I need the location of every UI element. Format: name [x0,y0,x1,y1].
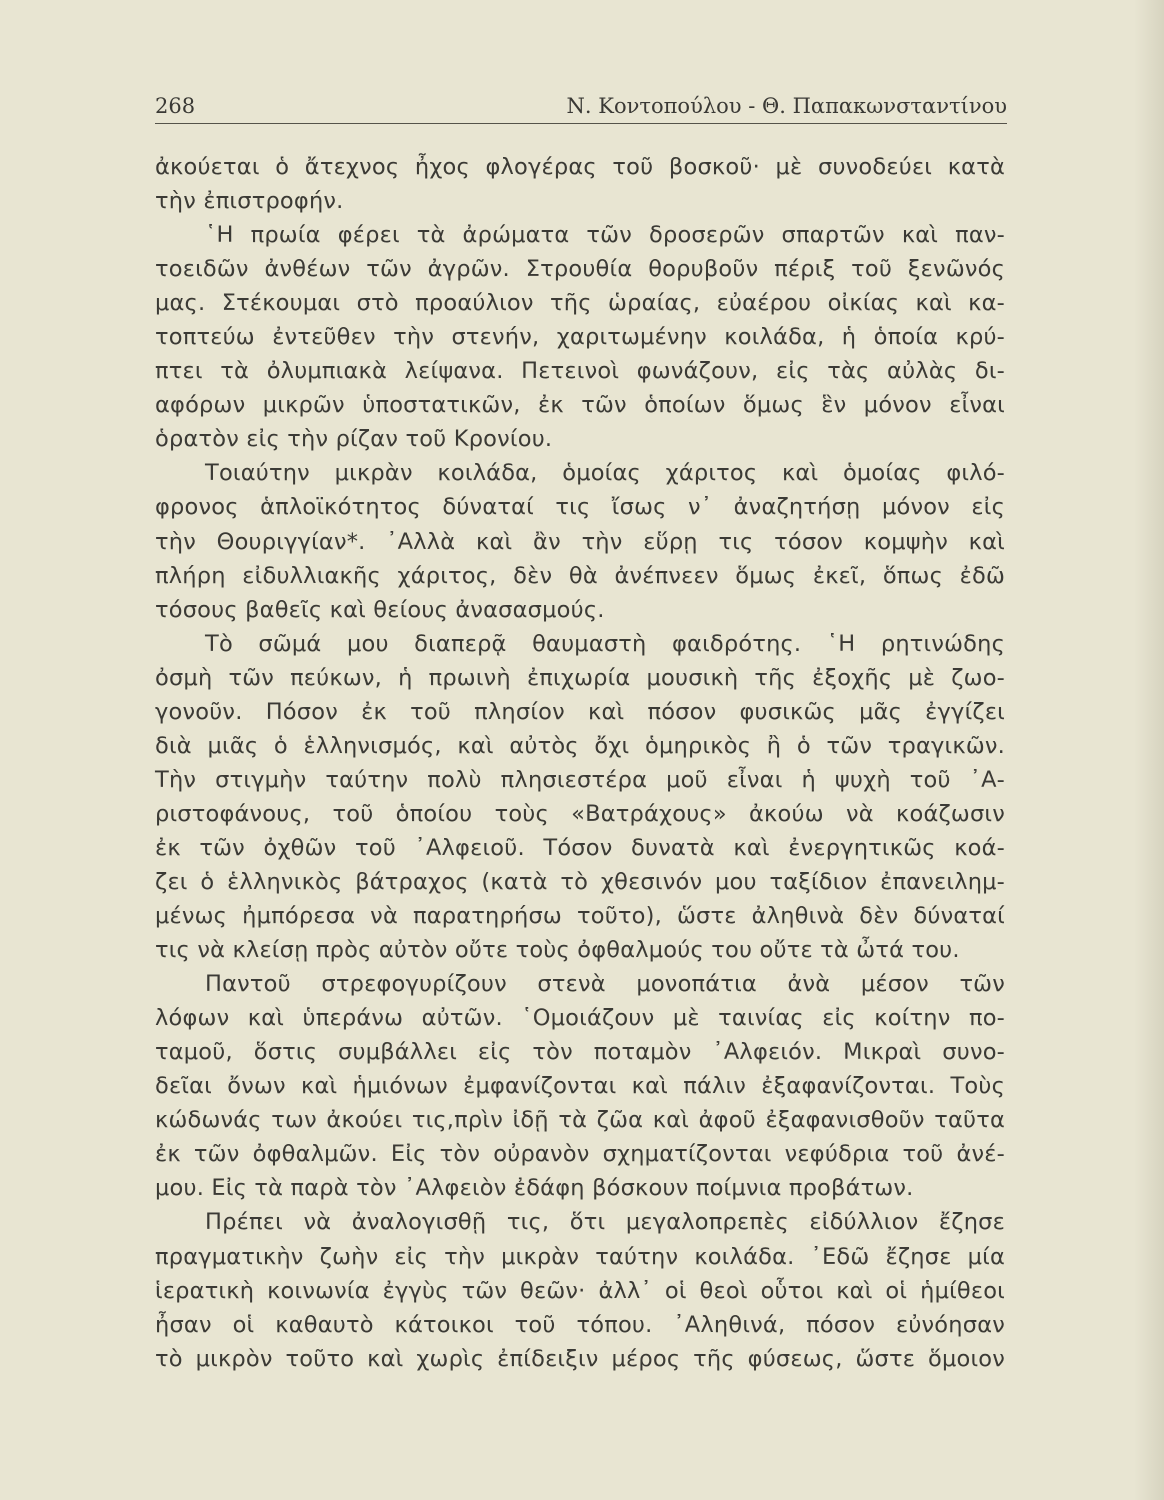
text-line: τὴν ἐπιστροφήν. [155,188,344,215]
text-line: ἐκ τῶν ὀχθῶν τοῦ ᾽Αλφειοῦ. Τόσον δυνατὰ καὶ ἐνεργητικῶς κοά- [155,834,1005,861]
text-line: ἀκούεται ὁ ἄτεχνος ἦχος φλογέρας τοῦ βοσκοῦ· μὲ συνοδεύει κατὰ [155,154,1005,180]
text-line: τὴν Θουριγγίαν*. ᾽Αλλὰ καὶ ἂν τὴν εὕρῃ τις τόσον κομψὴν καὶ [155,528,1005,555]
text-line: ῾Η πρωία φέρει τὰ ἀρώματα τῶν δροσερῶν σπαρτῶν καὶ παν- [205,222,1005,249]
page-number: 268 [155,94,196,118]
body-text [155,150,1005,1376]
paragraph [155,150,1005,218]
text-line: φρονος ἁπλοϊκότητος δύναταί τις ἴσως ν᾽ ἀναζητήσῃ μόνον εἰς [155,494,1005,521]
text-line: Τὴν στιγμὴν ταύτην πολὺ πλησιεστέρα μοῦ εἶναι ἡ ψυχὴ τοῦ ᾽Α- [155,766,1005,793]
text-line: ἱερατικὴ κοινωνία ἐγγὺς τῶν θεῶν· ἀλλ᾽ οἱ θεοὶ οὗτοι καὶ οἱ ἡμίθεοι [155,1277,1005,1304]
text-line: ἐκ τῶν ὀφθαλμῶν. Εἰς τὸν οὐρανὸν σχηματίζονται νεφύδρια τοῦ ἀνέ- [155,1141,1005,1168]
text-line: τις νὰ κλείσῃ πρὸς αὐτὸν οὔτε τοὺς ὀφθαλμούς του οὔτε τὰ ὦτά του. [155,937,960,964]
text-line: γονοῦν. Πόσον ἐκ τοῦ πλησίον καὶ πόσον φυσικῶς μᾶς ἐγγίζει [155,698,1005,725]
text-line: δεῖαι ὄνων καὶ ἡμιόνων ἐμφανίζονται καὶ πάλιν ἐξαφανίζονται. Τοὺς [155,1073,1005,1100]
paragraph [155,627,1005,967]
text-line: πτει τὰ ὀλυμπιακὰ λείψανα. Πετεινοὶ φωνάζουν, εἰς τὰς αὐλὰς δι- [155,358,1005,385]
paragraph [155,218,1005,456]
paragraph [155,1205,1005,1375]
text-line: κώδωνάς των ἀκούει τις,πρὶν ἰδῇ τὰ ζῶα καὶ ἀφοῦ ἐξαφανισθοῦν ταῦτα [155,1107,1005,1134]
running-head-authors: Ν. Κοντοπούλου - Θ. Παπακωνσταντίνου [566,94,1007,118]
page-edge-shadow [1134,0,1164,1500]
text-line: Παντοῦ στρεφογυρίζουν στενὰ μονοπάτια ἀνὰ μέσον τῶν [205,971,1005,998]
text-line: Πρέπει νὰ ἀναλογισθῇ τις, ὅτι μεγαλοπρεπὲς εἰδύλλιον ἔζησε [205,1209,1005,1236]
text-line: ἦσαν οἱ καθαυτὸ κάτοικοι τοῦ τόπου. ᾽Αληθινά, πόσον εὐνόησαν [155,1311,1005,1338]
text-line: μένως ἠμπόρεσα νὰ παρατηρήσω τοῦτο), ὥστε ἀληθινὰ δὲν δύναταί [155,903,1005,930]
text-line: πλήρη εἰδυλλιακῆς χάριτος, δὲν θὰ ἀνέπνεεν ὅμως ἐκεῖ, ὅπως ἐδῶ [155,562,1005,589]
text-line: ριστοφάνους, τοῦ ὁποίου τοὺς «Βατράχους» ἀκούω νὰ κοάζωσιν [155,800,1005,827]
text-line: τὸ μικρὸν τοῦτο καὶ χωρὶς ἐπίδειξιν μέρος τῆς φύσεως, ὥστε ὅμοιον [155,1345,1005,1372]
paragraph [155,967,1005,1205]
running-header [155,94,1007,120]
text-line: ὀσμὴ τῶν πεύκων, ἡ πρωινὴ ἐπιχωρία μουσικὴ τῆς ἐξοχῆς μὲ ζωο- [155,664,1005,691]
text-line: αφόρων μικρῶν ὑποστατικῶν, ἐκ τῶν ὁποίων ὅμως ἓν μόνον εἶναι [155,392,1005,419]
text-line: τοειδῶν ἀνθέων τῶν ἀγρῶν. Στρουθία θορυβοῦν πέριξ τοῦ ξενῶνός [155,256,1005,283]
text-line: ζει ὁ ἑλληνικὸς βάτραχος (κατὰ τὸ χθεσινόν μου ταξίδιον ἐπανειλημ- [155,868,1005,895]
text-line: τοπτεύω ἐντεῦθεν τὴν στενήν, χαριτωμένην κοιλάδα, ἡ ὁποία κρύ- [155,324,1005,351]
text-line: Τοιαύτην μικρὰν κοιλάδα, ὁμοίας χάριτος καὶ ὁμοίας φιλό- [205,460,1005,487]
text-line: ὁρατὸν εἰς τὴν ρίζαν τοῦ Κρονίου. [155,426,553,453]
text-line: μου. Εἰς τὰ παρὰ τὸν ᾽Αλφειὸν ἐδάφη βόσκουν ποίμνια προβάτων. [155,1175,914,1202]
paragraph [155,456,1005,626]
text-line: τόσους βαθεῖς καὶ θείους ἀνασασμούς. [155,596,605,623]
header-rule [155,123,1007,124]
text-line: ταμοῦ, ὅστις συμβάλλει εἰς τὸν ποταμὸν ᾽Αλφειόν. Μικραὶ συνο- [155,1039,1005,1066]
text-line: πραγματικὴν ζωὴν εἰς τὴν μικρὰν ταύτην κοιλάδα. ᾽Εδῶ ἔζησε μία [155,1243,1005,1270]
text-line: Τὸ σῶμά μου διαπερᾷ θαυμαστὴ φαιδρότης. ῾Η ρητινώδης [205,630,1005,657]
text-line: μας. Στέκουμαι στὸ προαύλιον τῆς ὡραίας, εὐαέρου οἰκίας καὶ κα- [155,290,1005,317]
text-line: λόφων καὶ ὑπεράνω αὐτῶν. ῾Ομοιάζουν μὲ ταινίας εἰς κοίτην πο- [155,1005,1005,1032]
text-line: διὰ μιᾶς ὁ ἑλληνισμός, καὶ αὐτὸς ὄχι ὁμηρικὸς ἢ ὁ τῶν τραγικῶν. [155,732,1005,759]
